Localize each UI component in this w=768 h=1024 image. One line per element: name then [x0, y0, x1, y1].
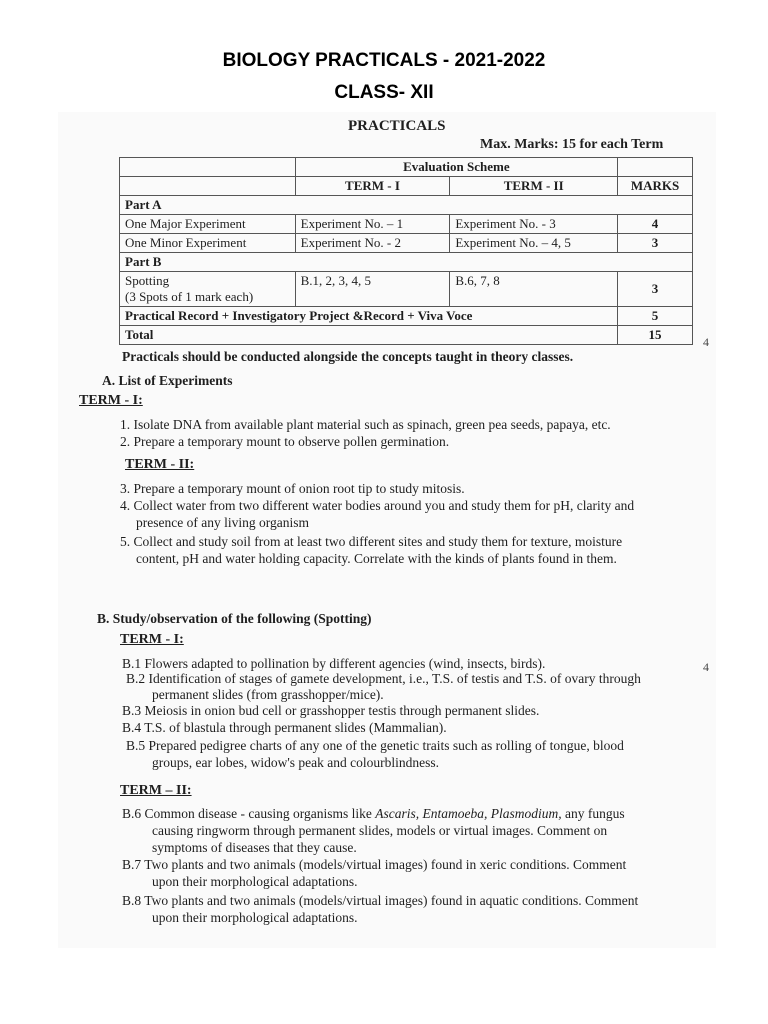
term1-cell: Experiment No. – 1 [295, 215, 450, 234]
table-total-row [120, 326, 693, 345]
term2-cell: Experiment No. - 3 [450, 215, 618, 234]
table-row [120, 196, 693, 215]
practicals-note: Practicals should be conducted alongside the concepts taught in theory classes. [122, 349, 574, 364]
table-cell [120, 177, 296, 196]
list-item: upon their morphological adaptations. [152, 874, 358, 889]
list-item: B.8 Two plants and two animals (models/virtual images) found in aquatic conditions. Comment [122, 893, 639, 908]
margin-annotation: 4 [703, 660, 709, 674]
section-b-term2-heading: TERM – II: [120, 783, 192, 798]
max-marks-note: Max. Marks: 15 for each Term [480, 137, 664, 152]
table-corner-cell [618, 158, 693, 177]
practicals-heading: PRACTICALS [348, 118, 446, 134]
list-item: 5. Collect and study soil from at least two different sites and study them for texture, moisture [120, 534, 623, 549]
row-label [120, 272, 296, 307]
marks-cell: 3 [618, 234, 693, 253]
table-row [120, 307, 693, 326]
section-a-term2-heading: TERM - II: [125, 457, 195, 472]
list-item: B.1 Flowers adapted to pollination by different agencies (wind, insects, birds). [122, 656, 546, 671]
list-item: causing ringworm through permanent slides, models or virtual images. Comment on [152, 823, 608, 838]
term1-cell: Experiment No. - 2 [295, 234, 450, 253]
total-marks: 15 [618, 326, 693, 345]
list-item: groups, ear lobes, widow's peak and colourblindness. [152, 755, 440, 770]
table-row [120, 234, 693, 253]
b6-organisms: Ascaris, Entamoeba, Plasmodium, [375, 806, 562, 821]
spotting-sublabel: (3 Spots of 1 mark each) [125, 289, 254, 304]
list-item: content, pH and water holding capacity. Correlate with the kinds of plants found in them. [136, 551, 617, 566]
column-header-term1: TERM - I [295, 177, 450, 196]
b6-prefix: B.6 Common disease - causing organisms like [122, 806, 376, 821]
list-item [122, 805, 625, 822]
row-label: Practical Record + Investigatory Project &Record + Viva Voce [120, 307, 618, 326]
evaluation-scheme-table [119, 157, 693, 345]
list-item: symptoms of diseases that they cause. [152, 840, 357, 855]
column-header-marks: MARKS [618, 177, 693, 196]
list-item: presence of any living organism [136, 515, 309, 530]
table-header-row [120, 177, 693, 196]
marks-cell: 5 [618, 307, 693, 326]
table-row [120, 158, 693, 177]
part-b-label: Part B [120, 253, 693, 272]
part-a-label: Part A [120, 196, 693, 215]
column-header-term2: TERM - II [450, 177, 618, 196]
list-item: 3. Prepare a temporary mount of onion root tip to study mitosis. [120, 481, 465, 496]
list-item: 1. Isolate DNA from available plant material such as spinach, green pea seeds, papaya, etc. [120, 417, 611, 432]
list-item: B.3 Meiosis in onion bud cell or grasshopper testis through permanent slides. [122, 703, 540, 718]
marks-cell: 4 [618, 215, 693, 234]
b6-suffix: any fungus [561, 806, 625, 821]
total-label: Total [120, 326, 618, 345]
list-item: 4. Collect water from two different water bodies around you and study them for pH, clarity and [120, 498, 635, 513]
table-row [120, 215, 693, 234]
section-a-term1-heading: TERM - I: [79, 393, 143, 408]
document-title: BIOLOGY PRACTICALS - 2021-2022 [222, 50, 546, 71]
marks-cell: 3 [618, 272, 693, 307]
section-b-term1-heading: TERM - I: [120, 632, 184, 647]
table-caption: Evaluation Scheme [295, 158, 617, 177]
list-item: B.4 T.S. of blastula through permanent slides (Mammalian). [122, 720, 447, 735]
margin-annotation: 4 [703, 335, 709, 349]
list-item: 2. Prepare a temporary mount to observe pollen germination. [120, 434, 450, 449]
list-item: upon their morphological adaptations. [152, 910, 358, 925]
list-item: B.7 Two plants and two animals (models/virtual images) found in xeric conditions. Comment [122, 857, 627, 872]
list-item: B.5 Prepared pedigree charts of any one of the genetic traits such as rolling of tongue, blood [126, 738, 624, 753]
table-corner-cell [120, 158, 296, 177]
table-row [120, 272, 693, 307]
row-label: One Major Experiment [120, 215, 296, 234]
table-row [120, 253, 693, 272]
list-item: permanent slides (from grasshopper/mice). [152, 687, 384, 702]
term1-cell: B.1, 2, 3, 4, 5 [295, 272, 450, 307]
term2-cell: B.6, 7, 8 [450, 272, 618, 307]
section-a-heading: A. List of Experiments [102, 373, 233, 388]
list-item: B.2 Identification of stages of gamete development, i.e., T.S. of testis and T.S. of ovary through [126, 671, 641, 686]
class-title: CLASS- XII [334, 82, 434, 103]
row-label: One Minor Experiment [120, 234, 296, 253]
spotting-label: Spotting [125, 273, 170, 288]
term2-cell: Experiment No. – 4, 5 [450, 234, 618, 253]
section-b-heading: B. Study/observation of the following (Spotting) [97, 611, 372, 626]
